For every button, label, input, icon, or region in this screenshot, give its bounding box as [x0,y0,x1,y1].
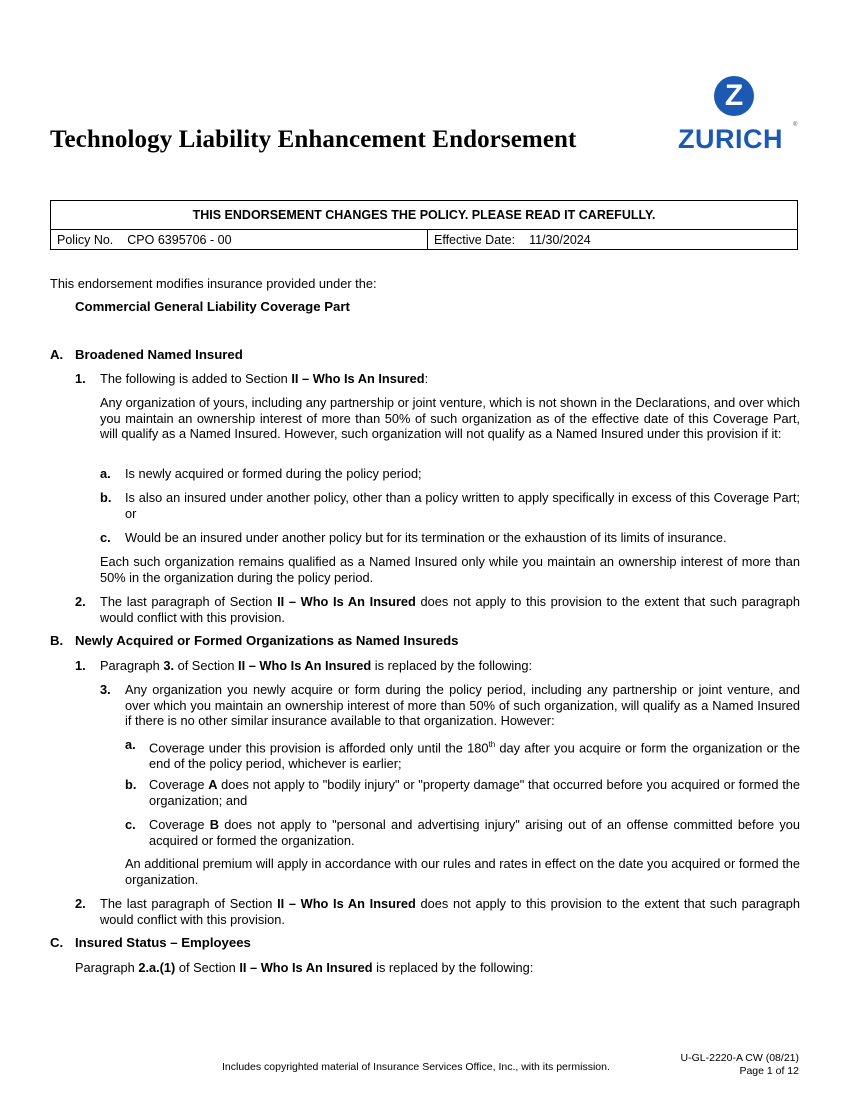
registered-mark-icon: ® [793,122,798,128]
section-c-title: Insured Status – Employees [75,935,251,950]
section-a-sub-a-text: Is newly acquired or formed during the policy period; [125,466,422,481]
footer-copyright: Includes copyrighted material of Insurance Services Office, Inc., with its permission. [222,1061,610,1073]
document-title: Technology Liability Enhancement Endorsement [50,126,577,153]
section-a-item1-text: The following is added to Section II – Who Is An Insured: [100,371,429,386]
section-a-sub-b-text: Is also an insured under another policy, other than a policy written to apply specifically in excess of this Coverage Part; or [125,490,800,521]
section-b-letter: B. [50,633,64,648]
section-a-item1-number: 1. [75,371,86,386]
table-divider [427,229,428,250]
footer-form-number: U-GL-2220-A CW (08/21) [680,1052,799,1064]
section-a-sub-a-letter: a. [100,466,111,481]
section-c-letter: C. [50,935,64,950]
policy-number-label: Policy No. [57,233,114,247]
section-b-item1-text: Paragraph 3. of Section II – Who Is An Insured is replaced by the following: [100,658,533,673]
section-b-sub-b-text: Coverage A does not apply to "bodily injury" or "property damage" that occurred before you acquired or formed the organization; and [149,777,800,808]
logo-wordmark: ZURICH [678,124,783,154]
section-b-sub-c-letter: c. [125,817,136,832]
section-b-sub3-text: Any organization you newly acquire or form during the policy period, including any partnership or joint venture, and over which you maintain an ownership interest of more than 50% of such organization, will qualify as a Named Insured if there is no other similar insurance available to that organization. However: [125,682,800,728]
coverage-part-name: Commercial General Liability Coverage Part [75,299,350,314]
section-a-title: Broadened Named Insured [75,347,243,362]
effective-date-value: 11/30/2024 [529,233,591,247]
section-b-sub-a-text: Coverage under this provision is afforded only until the 180th day after you acquire or form the organization or the end of the policy period, whichever is earlier; [149,740,800,771]
section-b-sub3-number: 3. [100,682,111,697]
section-b-item1-number: 1. [75,658,86,673]
section-a-sub-b-letter: b. [100,490,112,505]
section-b-item2-text: The last paragraph of Section II – Who Is An Insured does not apply to this provision to the extent that such paragraph would conflict with this provision. [100,896,800,927]
logo-z-mark: Z [724,79,744,112]
section-b-title: Newly Acquired or Formed Organizations as Named Insureds [75,633,459,648]
section-b-premium-note: An additional premium will apply in accordance with our rules and rates in effect on the date you acquired or formed the organization. [125,856,800,887]
effective-date-cell [434,230,591,250]
section-b-sub-c-text: Coverage B does not apply to "personal and advertising injury" arising out of an offense committed before you acquired or formed the organization. [149,817,800,848]
section-a-item2-number: 2. [75,594,86,609]
section-b-sub-a-letter: a. [125,737,136,752]
section-a-paragraph: Any organization of yours, including any partnership or joint venture, which is not shown in the Declarations, and over which you maintain an ownership interest of more than 50% of such organization as of the effective date of this Coverage Part, will qualify as a Named Insured. However, such organization will not qualify as a Named Insured under this provision if it: [100,395,800,441]
notice-table [50,200,798,250]
footer-page-number: Page 1 of 12 [739,1065,799,1077]
section-a-item2-text: The last paragraph of Section II – Who Is An Insured does not apply to this provision to the extent that such paragraph would conflict with this provision. [100,594,800,625]
section-c-paragraph: Paragraph 2.a.(1) of Section II – Who Is An Insured is replaced by the following: [75,960,534,975]
footer-form-info [681,1052,799,1078]
section-a-sub-c-letter: c. [100,530,111,545]
section-b-item2-number: 2. [75,896,86,911]
zurich-logo [678,72,800,154]
policy-number-value: CPO 6395706 - 00 [127,233,232,247]
section-b-sub-b-letter: b. [125,777,137,792]
effective-date-label: Effective Date: [434,233,516,247]
section-a-letter: A. [50,347,64,362]
section-a-closing: Each such organization remains qualified as a Named Insured only while you maintain an ownership interest of more than 50% in the organization during the policy period. [100,554,800,585]
section-a-sub-c-text: Would be an insured under another policy but for its termination or the exhaustion of its limits of insurance. [125,530,727,545]
policy-number-cell [57,230,232,250]
notice-banner: THIS ENDORSEMENT CHANGES THE POLICY. PLEASE READ IT CAREFULLY. [51,201,797,230]
intro-text: This endorsement modifies insurance provided under the: [50,276,377,291]
